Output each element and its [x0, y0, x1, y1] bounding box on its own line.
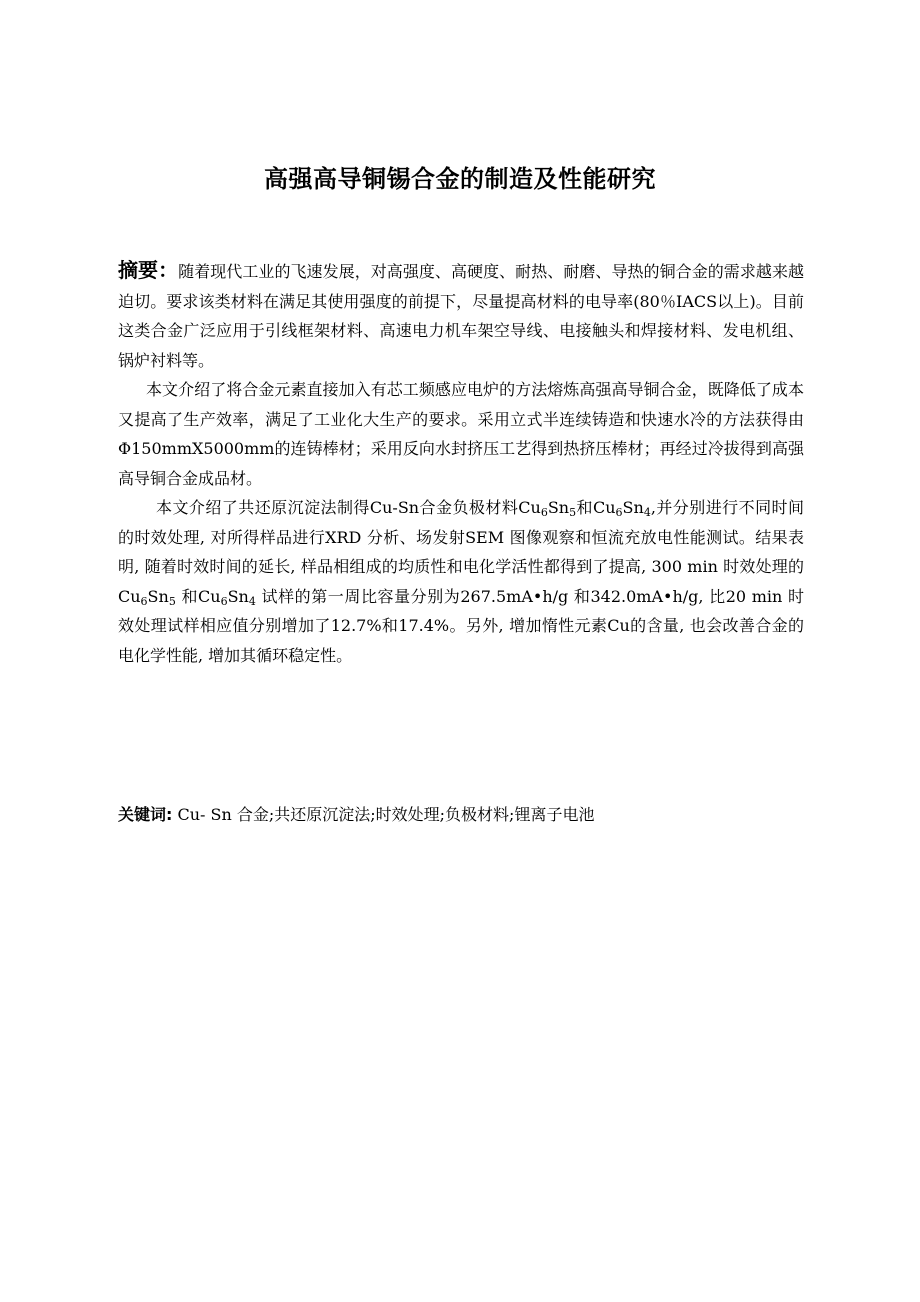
subscript: 4	[248, 594, 256, 608]
subscript: 6	[140, 594, 148, 608]
subscript: 6	[540, 506, 548, 519]
text-run: ,并分别进行不同时间的时效处理, 对所得样品进行XRD 分析、场发射SEM 图像观察和恒流充放电性能测试。结果表明, 随着时效时间的延长, 样品相组成的均质性和电化学活性都得到了提高, 300 min 时效处理的Cu	[118, 498, 804, 606]
subscript: 6	[220, 594, 228, 608]
text-run: Sn	[622, 498, 644, 517]
abstract-paragraph-2: 本文介绍了将合金元素直接加入有芯工频感应电炉的方法熔炼高强高导铜合金，既降低了成本又提高了生产效率，满足了工业化大生产的要求。采用立式半连续铸造和快速水冷的方法获得由Φ150mmX5000mm的连铸棒材；采用反向水封挤压工艺得到热挤压棒材；再经过冷拔得到高强高导铜合金成品材。	[118, 380, 804, 488]
subscript: 4	[643, 506, 651, 519]
subscript: 5	[569, 506, 577, 519]
keywords-text: Cu- Sn 合金;共还原沉淀法;时效处理;负极材料;锂离子电池	[172, 805, 595, 824]
abstract-section	[118, 256, 804, 670]
text-run: Sn	[227, 586, 249, 606]
document-title: 高强高导铜锡合金的制造及性能研究	[264, 165, 656, 193]
text-run: 试样的第一周比容量分别为267.5mA•h/g 和342.0mA•h/g, 比20 min 时效处理试样相应值分别增加了12.7%和17.4%。另外, 增加惰性元素Cu的含量, 也会改善合金的电化学性能, 增加其循环稳定性。	[118, 586, 804, 665]
abstract-text-1: 随着现代工业的飞速发展，对高强度、高硬度、耐热、耐磨、导热的铜合金的需求越来越迫切。要求该类材料在满足其使用强度的前提下，尽量提高材料的电导率(80％IACS以上)。目前这类合金广泛应用于引线框架材料、高速电力机车架空导线、电接触头和焊接材料、发电机组、锅炉衬料等。	[118, 262, 804, 370]
subscript: 5	[168, 594, 176, 608]
text-run: 和Cu	[576, 498, 616, 517]
text-run: 和Cu	[175, 586, 221, 606]
text-run: 本文介绍了共还原沉淀法制得Cu-Sn合金负极材料Cu	[156, 498, 541, 517]
keywords-line	[118, 801, 804, 829]
text-run: Sn	[147, 586, 169, 606]
subscript: 6	[615, 506, 623, 519]
abstract-paragraph-1	[118, 256, 804, 375]
abstract-label: 摘要：	[118, 258, 179, 282]
keywords-label: 关键词:	[118, 805, 173, 824]
abstract-paragraph-3	[118, 493, 804, 670]
text-run: Sn	[547, 498, 570, 517]
